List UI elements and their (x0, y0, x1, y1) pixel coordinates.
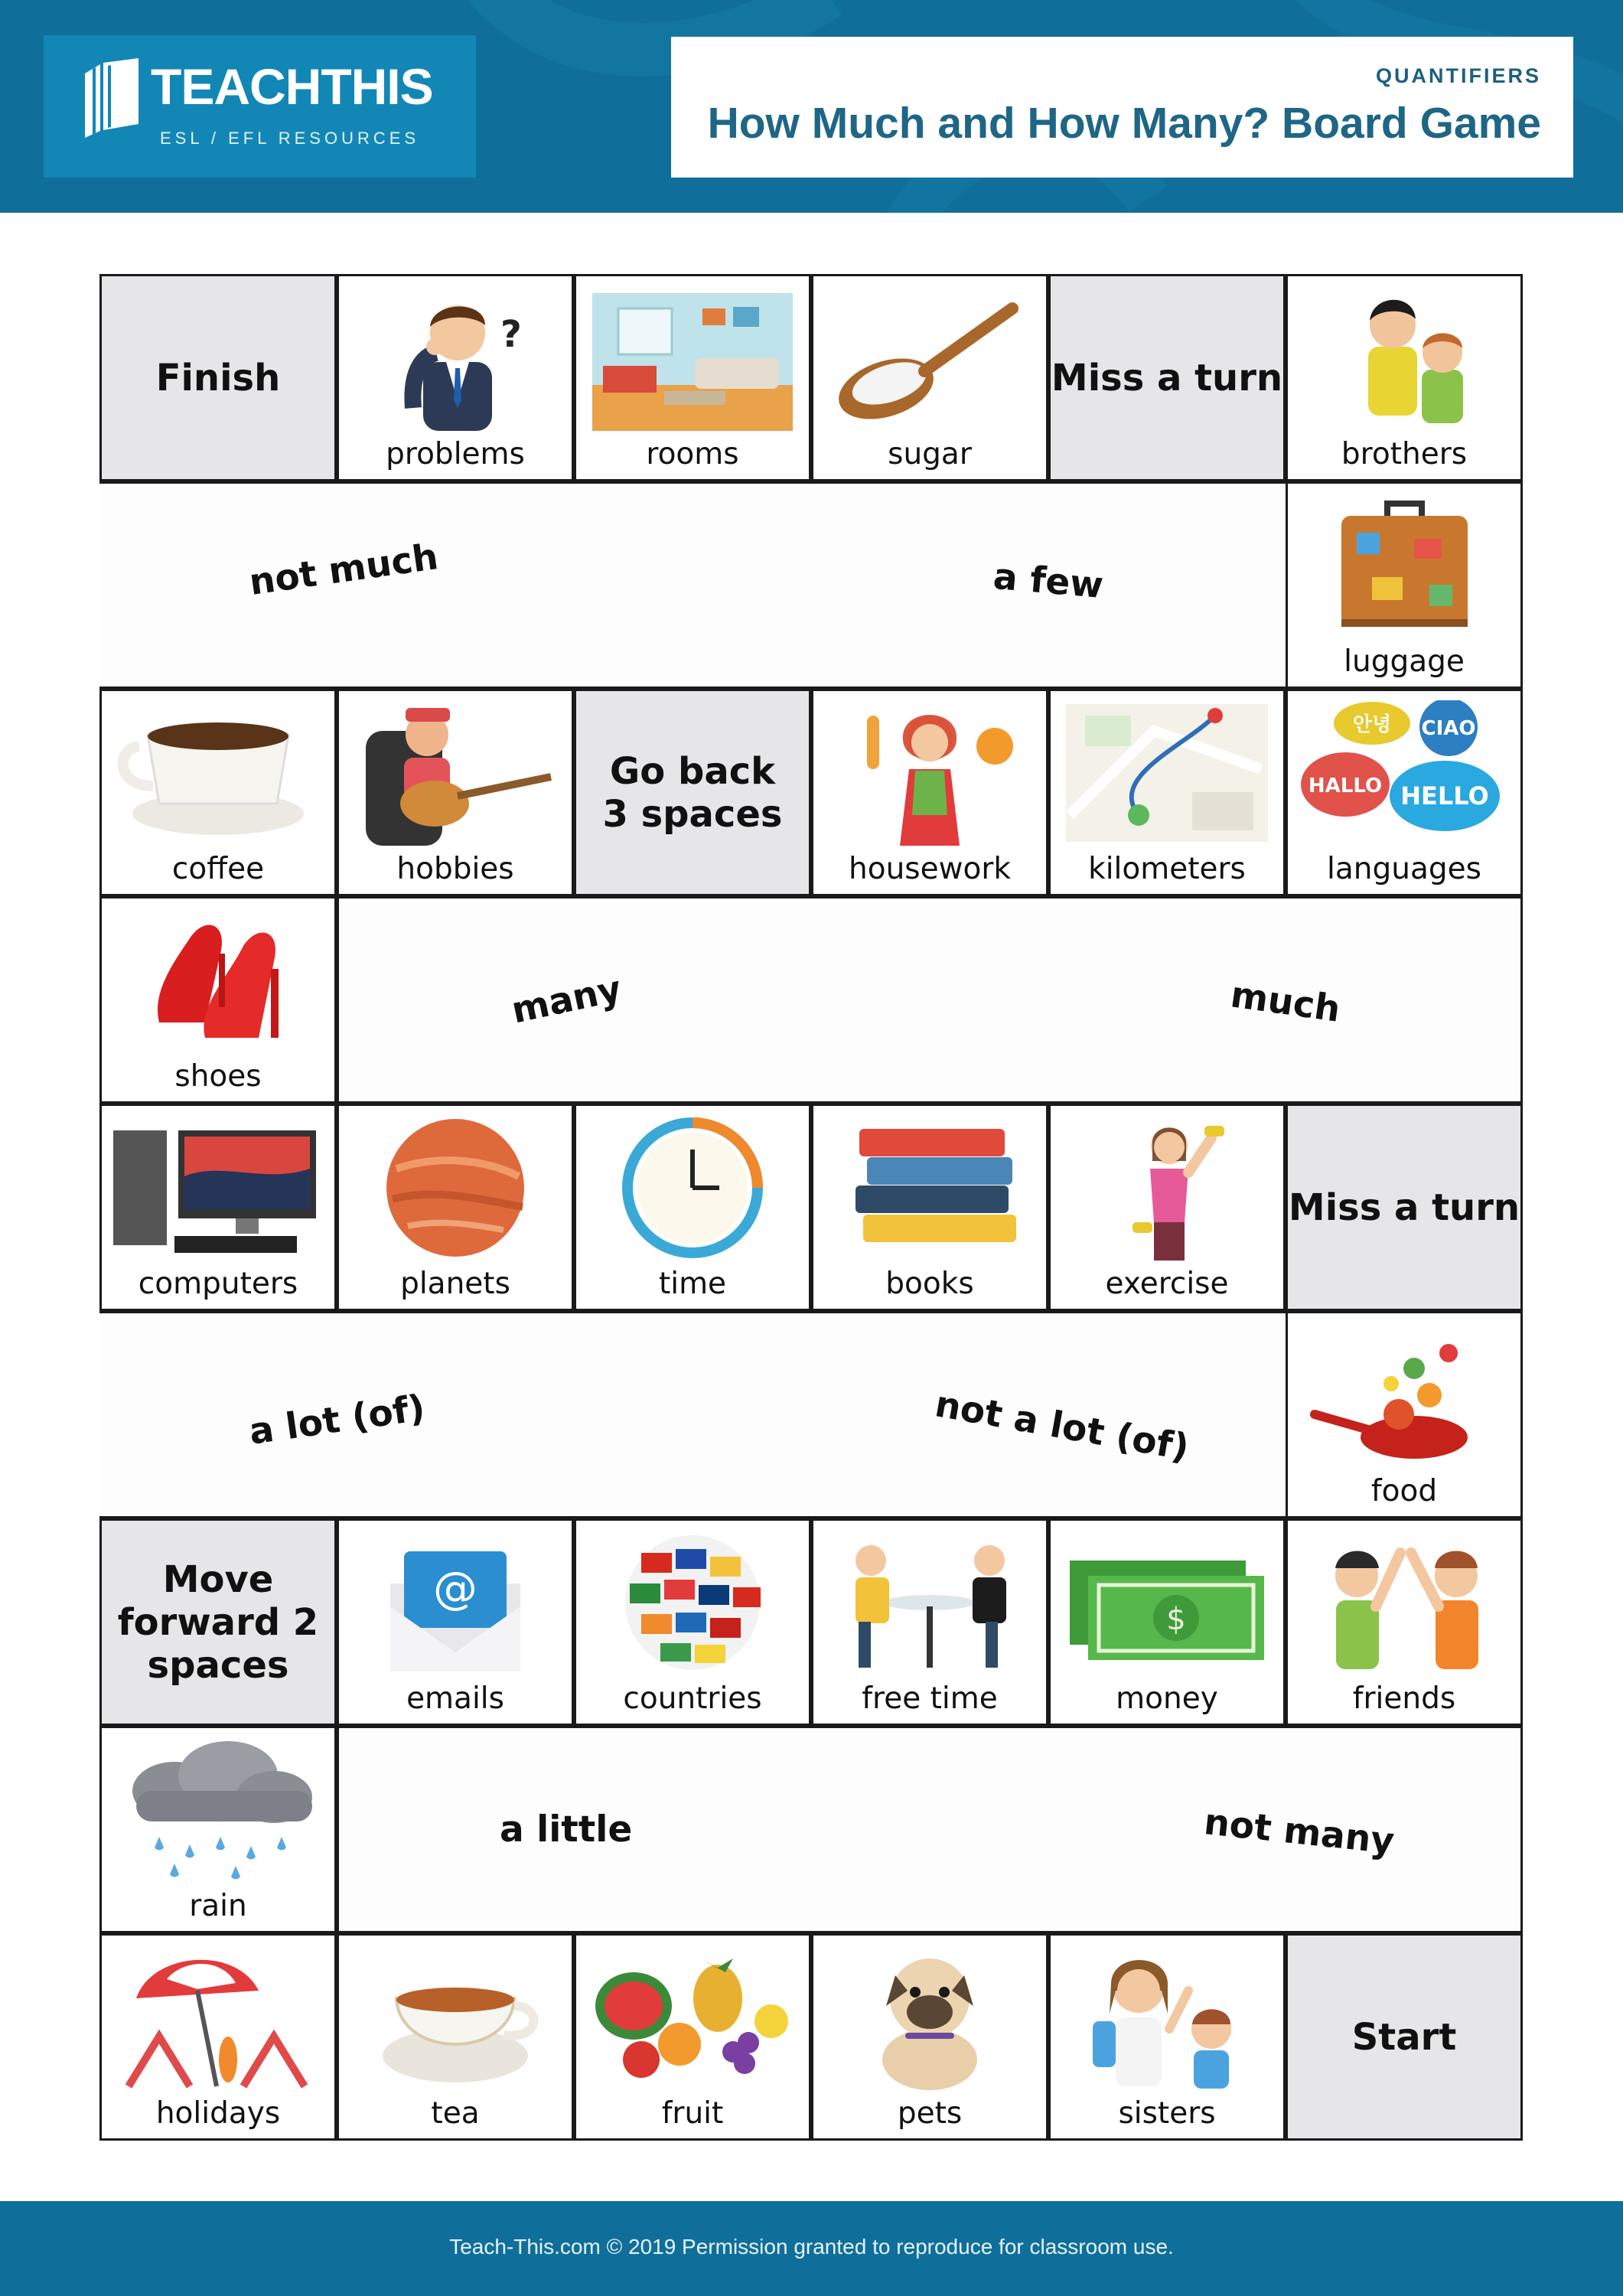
square-sisters[interactable] (1048, 1933, 1286, 2141)
square-label: coffee (171, 852, 265, 886)
square-holidays[interactable] (99, 1933, 337, 2141)
square-label: sugar (888, 437, 972, 471)
square-countries[interactable] (574, 1518, 811, 1726)
square-label: luggage (1344, 644, 1465, 679)
quantifier-strip (337, 1726, 1523, 1933)
world-flags-icon (588, 1530, 797, 1675)
square-housework[interactable] (811, 689, 1048, 896)
square-label: books (885, 1267, 974, 1301)
bubble-hallo: HALLO (1308, 775, 1383, 797)
square-food[interactable] (1286, 1311, 1523, 1518)
coffee-cup-icon (113, 700, 323, 846)
bubble-hello-korean: 안녕 (1352, 713, 1392, 736)
square-label: fruit (661, 2096, 724, 2131)
square-fruit[interactable] (574, 1933, 811, 2141)
square-label: exercise (1105, 1267, 1229, 1301)
brand-name: TEACHTHIS (151, 58, 433, 115)
brothers-icon (1299, 285, 1509, 431)
worksheet-title: How Much and How Many? Board Game (707, 99, 1541, 148)
svg-text:?: ? (500, 313, 522, 356)
frying-pan-food-icon (1299, 1322, 1509, 1468)
quantifier-many: many (507, 967, 625, 1032)
clock-icon (588, 1115, 797, 1261)
square-text: Move forward 2 spaces (117, 1557, 319, 1687)
fruit-pile-icon (588, 1945, 797, 2090)
svg-text:@: @ (433, 1562, 477, 1614)
square-text: Finish (155, 356, 281, 400)
quantifier-not-much: not much (246, 535, 441, 605)
teachthis-logo[interactable] (44, 35, 476, 178)
email-envelope-icon (350, 1530, 560, 1675)
square-brothers[interactable] (1286, 274, 1523, 481)
quantifier-not-a-lot-of: not a lot (of) (931, 1383, 1192, 1469)
square-text: Miss a turn (1288, 1186, 1520, 1229)
quantifier-strip (337, 896, 1523, 1104)
square-tea[interactable] (337, 1933, 574, 2141)
title-panel (671, 37, 1573, 178)
square-label: friends (1352, 1681, 1456, 1716)
quantifier-a-lot-of: a lot (of) (246, 1387, 428, 1453)
square-exercise[interactable] (1048, 1104, 1286, 1311)
square-label: hobbies (396, 852, 514, 886)
square-label: problems (386, 437, 525, 471)
living-room-icon (588, 285, 797, 431)
square-label: languages (1327, 852, 1481, 886)
square-money[interactable] (1048, 1518, 1286, 1726)
square-free-time[interactable] (811, 1518, 1048, 1726)
square-label: free time (862, 1681, 998, 1716)
suitcase-icon (1299, 493, 1509, 638)
tea-cup-icon (350, 1945, 560, 2090)
worksheet-topic: QUANTIFIERS (1375, 64, 1541, 87)
square-label: money (1116, 1681, 1218, 1716)
square-start[interactable] (1286, 1933, 1523, 2141)
high-five-friends-icon (1299, 1530, 1509, 1675)
square-miss-a-turn[interactable] (1048, 274, 1286, 481)
desktop-computer-icon (113, 1115, 323, 1261)
square-planets[interactable] (337, 1104, 574, 1311)
bubble-ciao: CIAO (1421, 717, 1476, 740)
square-sugar[interactable] (811, 274, 1048, 481)
svg-text:$: $ (1166, 1602, 1186, 1637)
square-label: time (658, 1267, 727, 1301)
square-emails[interactable] (337, 1518, 574, 1726)
square-label: brothers (1341, 437, 1468, 471)
quantifier-strip (99, 481, 1286, 689)
cafe-friends-icon (825, 1530, 1035, 1675)
square-pets[interactable] (811, 1933, 1048, 2141)
square-time[interactable] (574, 1104, 811, 1311)
route-map-icon (1062, 700, 1272, 846)
quantifier-much: much (1227, 974, 1343, 1031)
quantifier-a-few: a few (991, 555, 1105, 608)
square-label: pets (897, 2096, 963, 2131)
sisters-icon (1062, 1945, 1272, 2090)
book-stack-icon (825, 1115, 1035, 1261)
square-label: tea (431, 2096, 480, 2131)
square-friends[interactable] (1286, 1518, 1523, 1726)
square-text: Go back 3 spaces (602, 749, 783, 836)
square-languages[interactable] (1286, 689, 1523, 896)
square-finish[interactable] (99, 274, 337, 481)
square-label: emails (406, 1681, 504, 1716)
speech-bubbles-icon (1299, 700, 1509, 846)
bubble-hello: HELLO (1400, 781, 1489, 810)
square-move-forward[interactable] (99, 1518, 337, 1726)
square-label: housework (849, 852, 1011, 886)
book-logo-icon (77, 58, 146, 144)
square-books[interactable] (811, 1104, 1048, 1311)
copyright-notice: Teach-This.com © 2019 Permission granted to reproduce for classroom use. (449, 2235, 1174, 2258)
dollar-bills-icon (1062, 1530, 1272, 1675)
square-go-back[interactable] (574, 689, 811, 896)
square-label: rain (189, 1889, 247, 1923)
header-banner (0, 0, 1623, 213)
square-rooms[interactable] (574, 274, 811, 481)
square-text: Miss a turn (1051, 356, 1283, 400)
square-kilometers[interactable] (1048, 689, 1286, 896)
square-label: kilometers (1088, 852, 1246, 886)
quantifier-a-little: a little (500, 1808, 633, 1851)
square-shoes[interactable] (99, 896, 337, 1104)
planet-icon (350, 1115, 560, 1261)
game-board (99, 274, 1523, 2140)
beach-umbrella-icon (113, 1945, 323, 2090)
square-label: sisters (1118, 2096, 1216, 2131)
red-high-heels-icon (113, 908, 323, 1053)
exercising-woman-icon (1062, 1115, 1272, 1261)
square-hobbies[interactable] (337, 689, 574, 896)
footer-banner (0, 2201, 1623, 2296)
square-label: planets (400, 1267, 510, 1301)
square-coffee[interactable] (99, 689, 337, 896)
guitar-player-icon (350, 700, 560, 846)
square-luggage[interactable] (1286, 481, 1523, 689)
square-label: shoes (174, 1059, 262, 1094)
confused-man-icon (350, 285, 560, 431)
sugar-spoon-icon (825, 285, 1035, 431)
pug-dog-icon (825, 1945, 1035, 2090)
quantifier-not-many: not many (1201, 1801, 1396, 1863)
square-problems[interactable] (337, 274, 574, 481)
square-label: countries (623, 1681, 762, 1716)
square-label: computers (138, 1267, 298, 1301)
brand-tagline: ESL / EFL RESOURCES (160, 129, 420, 148)
square-label: food (1370, 1474, 1438, 1508)
square-miss-a-turn[interactable] (1286, 1104, 1523, 1311)
cleaning-woman-icon (825, 700, 1035, 846)
square-label: holidays (155, 2096, 281, 2131)
square-text: Start (1351, 2015, 1457, 2059)
square-computers[interactable] (99, 1104, 337, 1311)
rain-cloud-icon (113, 1737, 323, 1883)
square-rain[interactable] (99, 1726, 337, 1933)
quantifier-strip (99, 1311, 1286, 1518)
square-label: rooms (646, 437, 739, 471)
